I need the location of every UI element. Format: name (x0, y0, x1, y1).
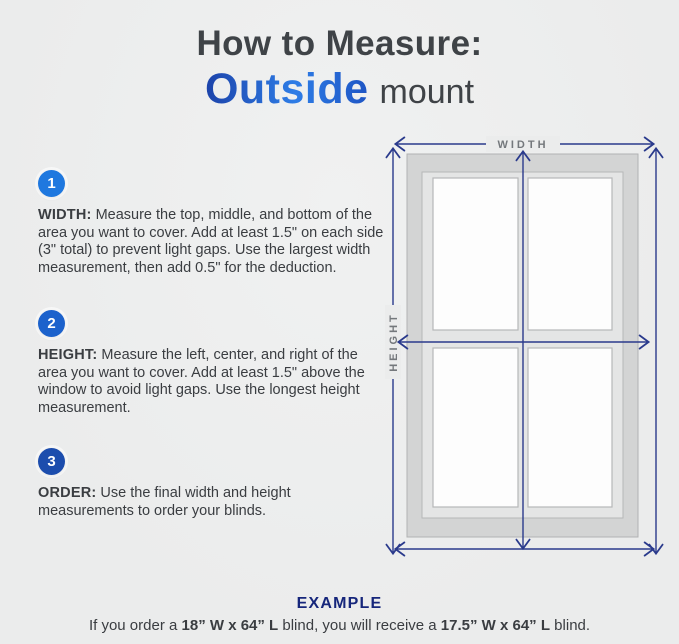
example-mid: blind, you will receive a (278, 617, 441, 634)
window-pane-bottom-right (528, 348, 612, 507)
step-2-body: Measure the left, center, and right of the area you want to cover. Add at least 1.5" above the window to avoid light gaps. Use the longest height measurement. (38, 347, 365, 416)
title-suffix-mount: mount (379, 73, 475, 111)
window-measure-diagram (370, 125, 679, 595)
step-1-text (38, 207, 385, 277)
step-3-body: Use the final width and height measurements to order your blinds. (38, 485, 291, 519)
window-pane-bottom-left (433, 348, 518, 507)
width-dimension-label: WIDTH (497, 139, 549, 151)
height-dimension-label: HEIGHT (388, 312, 400, 372)
title-line-1: How to Measure: (196, 24, 483, 63)
step-3-badge: 3 (38, 448, 65, 475)
page-title (0, 24, 679, 114)
title-line-2 (0, 65, 679, 114)
step-2-lead: HEIGHT: (38, 347, 98, 363)
step-width (38, 170, 385, 277)
step-order (38, 448, 385, 520)
step-3-lead: ORDER: (38, 485, 97, 501)
step-height (38, 310, 385, 417)
step-3-text (38, 485, 385, 520)
example-sentence (0, 617, 679, 634)
step-2-text (38, 347, 385, 417)
window-pane-top-right (528, 178, 612, 330)
example-size-received: 17.5” W x 64” L (440, 617, 551, 634)
step-1-lead: WIDTH: (38, 207, 92, 223)
example-heading: EXAMPLE (296, 595, 383, 612)
step-1-body: Measure the top, middle, and bottom of the area you want to cover. Add at least 1.5" on each side (3" total) to prevent light gaps. Use the largest width measurement, then add 0.5" for the deduction. (38, 207, 384, 276)
step-2-badge: 2 (38, 310, 65, 337)
example-post: blind. (550, 617, 591, 634)
example-pre: If you order a (88, 617, 182, 634)
example-size-ordered: 18” W x 64” L (181, 617, 279, 634)
title-highlight-outside: Outside (204, 65, 369, 113)
step-1-badge: 1 (38, 170, 65, 197)
example-section (0, 595, 679, 634)
window-pane-top-left (433, 178, 518, 330)
